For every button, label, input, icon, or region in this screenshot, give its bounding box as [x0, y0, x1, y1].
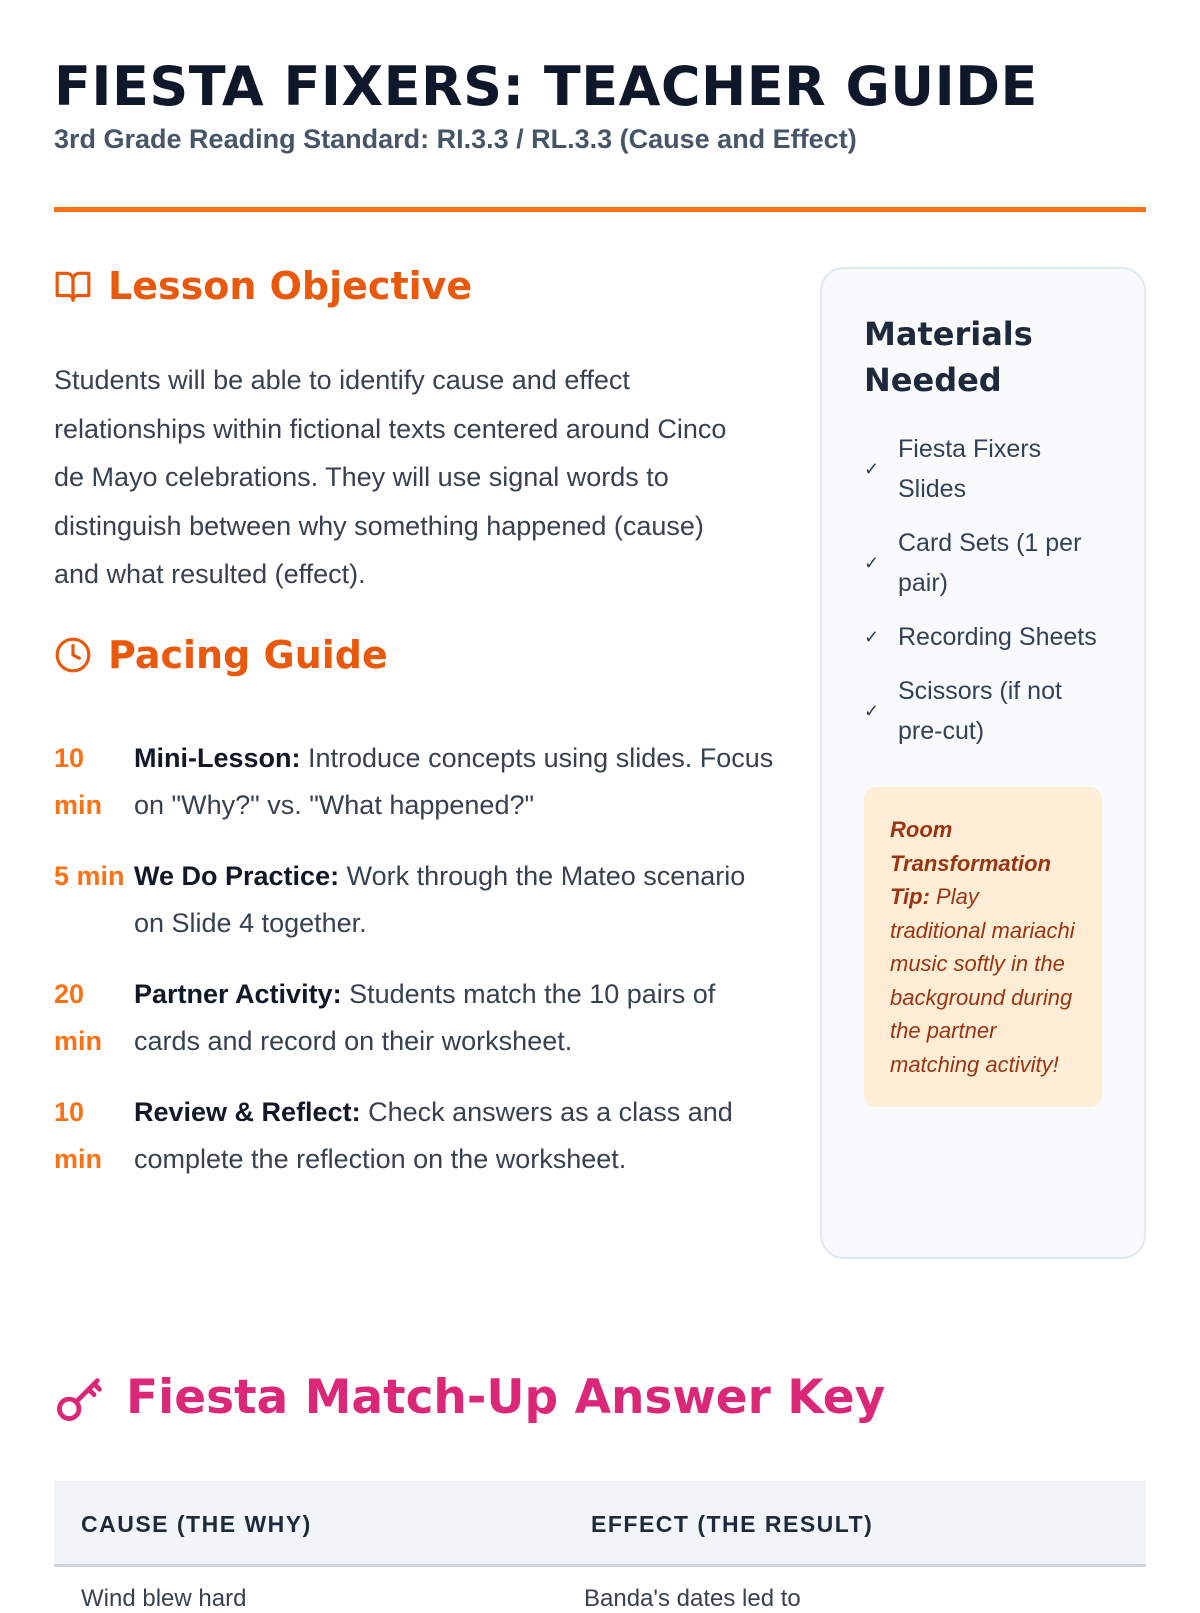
table-cell: Wind blew hard — [81, 1585, 247, 1612]
pacing-time: 20 min — [54, 979, 103, 1056]
materials-item: ✓ Scissors (if not pre-cut) — [864, 677, 1062, 745]
key-icon — [54, 1372, 106, 1424]
header-divider — [54, 207, 1146, 212]
lesson-objective-text: Students will be able to identify cause and effect relationships within fictional texts centered around Cinco de Mayo celebrations. They will use signal words to distinguish between why something happened (cause) and what resulted (effect). — [54, 365, 727, 589]
page-title: FIESTA FIXERS: TEACHER GUIDE — [54, 55, 1038, 118]
pacing-description: Introduce concepts using slides. Focus on "Why?" vs. "What happened?" — [134, 743, 774, 820]
tip-label: Room Transformation Tip: — [890, 817, 1051, 909]
materials-card — [820, 267, 1146, 1259]
pacing-label: Mini-Lesson: — [134, 743, 301, 773]
pacing-item — [54, 853, 774, 947]
pacing-guide-heading — [54, 633, 388, 677]
lesson-objective-heading — [54, 264, 472, 308]
pacing-description: Check answers as a class and complete the reflection on the worksheet. — [134, 1097, 733, 1174]
answer-key-title: Fiesta Match-Up Answer Key — [126, 1370, 886, 1425]
clock-icon — [54, 636, 92, 674]
pacing-label: Partner Activity: — [134, 979, 342, 1009]
open-book-icon — [54, 267, 92, 305]
check-icon: ✓ — [864, 700, 880, 721]
check-icon: ✓ — [864, 626, 880, 647]
pacing-time: 5 min — [54, 861, 125, 891]
pacing-time: 10 min — [54, 743, 103, 820]
pacing-item — [54, 1089, 774, 1183]
pacing-item — [54, 971, 774, 1065]
lesson-objective-title: Lesson Objective — [108, 264, 473, 308]
answer-key-heading — [54, 1370, 885, 1425]
effect-column-header: EFFECT (THE RESULT) — [591, 1511, 874, 1537]
pacing-label: We Do Practice: — [134, 861, 340, 891]
pacing-label: Review & Reflect: — [134, 1097, 361, 1127]
page-subtitle: 3rd Grade Reading Standard: RI.3.3 / RL.3.3 (Cause and Effect) — [54, 124, 857, 154]
answer-key-table-header — [54, 1481, 1146, 1567]
materials-item: ✓ Fiesta Fixers Slides — [864, 435, 1042, 503]
materials-list — [864, 429, 1102, 751]
materials-item: ✓ Recording Sheets — [864, 623, 1097, 651]
cause-column-header: CAUSE (THE WHY) — [81, 1511, 312, 1537]
pacing-guide-title: Pacing Guide — [108, 633, 388, 677]
pacing-item — [54, 735, 774, 829]
tip-text: Play traditional mariachi music softly in the background during the partner matching activity! — [890, 884, 1075, 1077]
pacing-description: Students match the 10 pairs of cards and record on their worksheet. — [134, 979, 716, 1056]
pacing-time: 10 min — [54, 1097, 103, 1174]
table-cell: Banda's dates led to — [584, 1585, 801, 1612]
check-icon: ✓ — [864, 552, 880, 573]
pacing-description: Work through the Mateo scenario on Slide 4 together. — [134, 861, 746, 938]
materials-heading: Materials Needed — [864, 315, 1033, 399]
check-icon: ✓ — [864, 458, 880, 479]
materials-item: ✓ Card Sets (1 per pair) — [864, 529, 1082, 597]
pacing-list — [54, 735, 774, 1207]
room-tip-callout — [864, 787, 1102, 1107]
